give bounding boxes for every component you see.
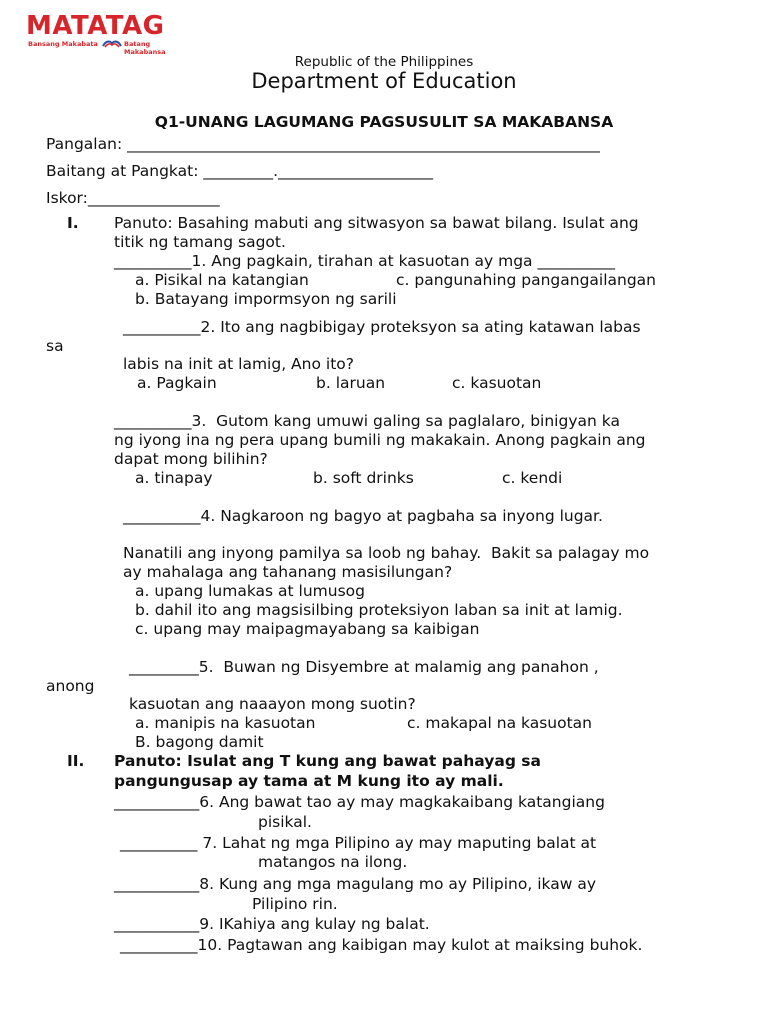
q7-stem-cont: matangos na ilong. [258, 853, 408, 871]
grade-section-field[interactable]: Baitang at Pangkat: _________.____________________ [46, 162, 434, 180]
logo-tagline-right: Batang Makabansa [124, 40, 166, 56]
q2-stem: __________2. Ito ang nagbibigay proteksyon sa ating katawan labas [123, 318, 641, 336]
q5-option-c: c. makapal na kasuotan [407, 714, 592, 732]
q1-option-a: a. Pisikal na katangian [135, 271, 309, 289]
q2-option-c: c. kasuotan [452, 374, 542, 392]
q5-stem: _________5. Buwan ng Disyembre at malamig ang panahon , [129, 658, 599, 676]
q8-stem-cont: Pilipino rin. [252, 895, 338, 913]
q3-stem: __________3. Gutom kang umuwi galing sa paglalaro, binigyan ka [114, 412, 620, 430]
q2-stem-wrap: sa [46, 337, 64, 355]
q4-option-b: b. dahil ito ang magsisilbing proteksiyon laban sa init at lamig. [135, 601, 623, 619]
q8-stem: ___________8. Kung ang mga magulang mo ay Pilipino, ikaw ay [114, 875, 596, 893]
q6-stem: ___________6. Ang bawat tao ay may magkakaibang katangiang [114, 793, 605, 811]
part2-instruction: Panuto: Isulat ang T kung ang bawat pahayag sa [114, 752, 541, 770]
q4-option-c: c. upang may maipagmayabang sa kaibigan [135, 620, 480, 638]
q4-option-a: a. upang lumakas at lumusog [135, 582, 365, 600]
republic-line: Republic of the Philippines [294, 54, 474, 70]
part1-instruction: Panuto: Basahing mabuti ang sitwasyon sa bawat bilang. Isulat ang [114, 214, 639, 232]
part2-numeral: II. [67, 752, 85, 770]
q4-stem-cont: Nanatili ang inyong pamilya sa loob ng bahay. Bakit sa palagay mo [123, 544, 650, 562]
logo-hands-icon [102, 38, 122, 48]
part1-numeral: I. [67, 214, 79, 232]
q3-option-a: a. tinapay [135, 469, 213, 487]
score-field[interactable]: Iskor:_________________ [46, 189, 220, 207]
name-field[interactable]: Pangalan: _____________________________________________________________ [46, 135, 600, 153]
q2-option-a: a. Pagkain [137, 374, 217, 392]
matatag-logo [26, 11, 188, 56]
q5-option-b: B. bagong damit [135, 733, 264, 751]
q6-stem-cont: pisikal. [258, 813, 312, 831]
q7-stem: __________ 7. Lahat ng mga Pilipino ay may maputing balat at [120, 834, 597, 852]
q1-option-b: b. Batayang impormsyon ng sarili [135, 290, 397, 308]
q4-stem-cont2: ay mahalaga ang tahanang masisilungan? [123, 563, 453, 581]
department-title: Department of Education [251, 69, 517, 93]
q3-option-b: b. soft drinks [313, 469, 414, 487]
q10-stem: __________10. Pagtawan ang kaibigan may kulot at maiksing buhok. [120, 936, 643, 954]
q4-stem: __________4. Nagkaroon ng bagyo at pagbaha sa inyong lugar. [123, 507, 603, 525]
q1-option-c: c. pangunahing pangangailangan [396, 271, 656, 289]
part1-instruction-cont: titik ng tamang sagot. [114, 233, 286, 251]
q2-option-b: b. laruan [316, 374, 386, 392]
q3-stem-cont2: dapat mong bilihin? [114, 450, 268, 468]
q5-stem-wrap: anong [46, 677, 95, 695]
logo-wordmark: MATATAG [26, 11, 165, 41]
q5-stem-cont: kasuotan ang naaayon mong suotin? [129, 695, 416, 713]
logo-tagline-left: Bansang Makabata [28, 40, 98, 48]
q5-option-a: a. manipis na kasuotan [135, 714, 316, 732]
q2-stem-cont: labis na init at lamig, Ano ito? [123, 355, 354, 373]
part2-instruction-cont: pangungusap ay tama at M kung ito ay mali. [114, 772, 504, 790]
q1-stem: __________1. Ang pagkain, tirahan at kasuotan ay mga __________ [114, 252, 615, 270]
q9-stem: ___________9. IKahiya ang kulay ng balat. [114, 915, 430, 933]
q3-option-c: c. kendi [502, 469, 563, 487]
q3-stem-cont: ng iyong ina ng pera upang bumili ng makakain. Anong pagkain ang [114, 431, 646, 449]
exam-title: Q1-UNANG LAGUMANG PAGSUSULIT SA MAKABANSA [154, 113, 614, 131]
